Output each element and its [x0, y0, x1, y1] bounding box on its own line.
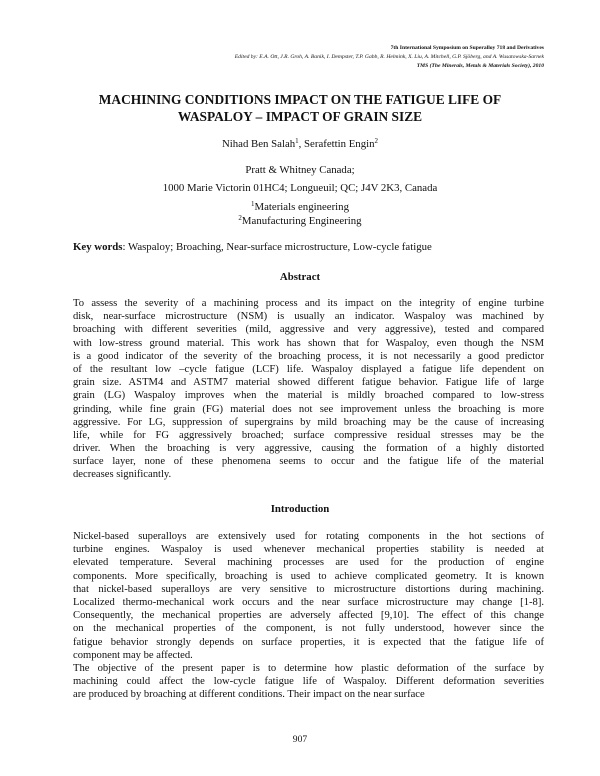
dept-1-name: Materials engineering: [254, 201, 349, 213]
text-line: grain size. ASTM4 and ASTM7 material showed different fatigue behavior. Fatigue life of large: [73, 377, 544, 389]
author-1-sup: 1: [295, 137, 299, 145]
editors-line: Edited by: E.A. Ott, J.R. Groh, A. Banik, I. Dempster, T.P. Gabb, R. Helmink, X. Liu, A. Mitchell, G.P. Sjöberg, and A. Wusatowska-Sarnek: [234, 54, 544, 60]
text-line: fatigue behavior strongly depends on surface properties, it is expected that the fatigue life of: [73, 636, 544, 648]
dept-2-sup: 2: [238, 214, 242, 222]
text-line: surface layer, none of these phenomena seems to occur and the fatigue life of the material: [73, 456, 544, 468]
affiliation-org: Pratt & Whitney Canada;: [245, 164, 355, 176]
author-2: Serafettin Engin: [304, 138, 375, 150]
text-line: with low-stress ground material. This work has shown that for Waspaloy, even though the NSM: [73, 337, 544, 349]
text-line: turbine engines. Waspaloy is used whenever mechanical properties stability is needed at: [73, 544, 544, 556]
text-line: component may be affected.: [73, 649, 193, 661]
text-line: on the mechanical properties of the component, is not fully understood, however since the: [73, 623, 544, 635]
dept-1-sup: 1: [251, 200, 255, 208]
abstract-body: [73, 297, 544, 482]
author-separator: ,: [298, 138, 305, 150]
abstract-heading: Abstract: [279, 271, 321, 283]
text-line: decreases significantly.: [73, 469, 172, 481]
author-1: Nihad Ben Salah: [221, 138, 296, 150]
text-line: grain (LG) Waspaloy improves when the material is mildly broached compared to low-stress: [73, 390, 544, 402]
paper-title: [40, 91, 560, 125]
text-line: broaching with different severities (mild, aggressive and very aggressive), tested and compared: [73, 324, 544, 336]
title-line-1: MACHINING CONDITIONS IMPACT ON THE FATIGUE LIFE OF: [98, 92, 502, 107]
introduction-body: [73, 530, 544, 701]
text-line: grinding, while fine grain (FG) material does not see improvement unless the broaching is more: [73, 403, 544, 415]
publisher-line: TMS (The Minerals, Metals & Materials Society), 2010: [416, 63, 544, 69]
author-2-sup: 2: [374, 137, 379, 145]
text-line: Localized thermo-mechanical work occurs and the near surface microstructure may change [1-8].: [73, 596, 544, 608]
text-line: The objective of the present paper is to determine how plastic deformation of the surface by: [73, 662, 544, 674]
text-line: driver. When the broaching is very aggressive, causing the formation of a highly distorted: [73, 443, 544, 455]
text-line: is a good indicator of the severity of the broaching process, it is not necessarily a good predictor: [73, 350, 544, 362]
affiliation-address: 1000 Marie Victorin 01HC4; Longueuil; QC; J4V 2K3, Canada: [162, 182, 438, 194]
dept-2-name: Manufacturing Engineering: [241, 215, 362, 227]
affiliation-dept-1: [0, 200, 600, 214]
title-line-2: WASPALOY – IMPACT OF GRAIN SIZE: [177, 109, 423, 124]
conference-header: 7th International Symposium on Superalloy 718 and Derivatives: [390, 45, 544, 51]
text-line: elevated temperature. Several machining processes are used for the production of engine: [73, 557, 544, 569]
text-line: Nickel-based superalloys are extensively used for rotating components in the hot sections of: [73, 531, 544, 542]
keywords-label: Key words: [73, 241, 123, 253]
text-line: are produced by broaching at different conditions. Their impact on the near surface: [73, 689, 425, 701]
text-line: Consequently, the mechanical properties are adversely affected [9,10]. The effect of this change: [73, 610, 544, 622]
text-line: components. More specifically, broaching is used to achieve complicated geometry. It is known: [73, 570, 544, 582]
keywords: [73, 240, 432, 254]
introduction-heading: Introduction: [270, 503, 330, 515]
text-line: of the resultant low –cycle fatigue (LCF) life. Waspaloy displayed a fatigue life dependent on: [73, 363, 544, 375]
affiliation-dept-2: [0, 214, 600, 228]
text-line: To assess the severity of a machining process and its impact on the integrity of engine turbine: [73, 298, 544, 309]
authors: [0, 137, 600, 151]
text-line: that nickel-based superalloys are very sensitive to microstructure distortions during machining.: [73, 583, 544, 595]
text-line: disk, near-surface microstructure (NSM) is usually an indicator. Waspaloy was machined by: [73, 311, 544, 323]
text-line: life, while for FG aggressively broached; surface compressive residual stresses may be the: [73, 429, 544, 441]
page-number: 907: [292, 734, 308, 745]
keywords-text: : Waspaloy; Broaching, Near-surface microstructure, Low-cycle fatigue: [122, 241, 432, 253]
text-line: machining could affect the low-cycle fatigue life of Waspaloy. Different deformation severities: [73, 676, 544, 688]
text-line: aggressive. For LG, suppression of supergrains by mild broaching may be the cause of increasing: [73, 416, 544, 428]
